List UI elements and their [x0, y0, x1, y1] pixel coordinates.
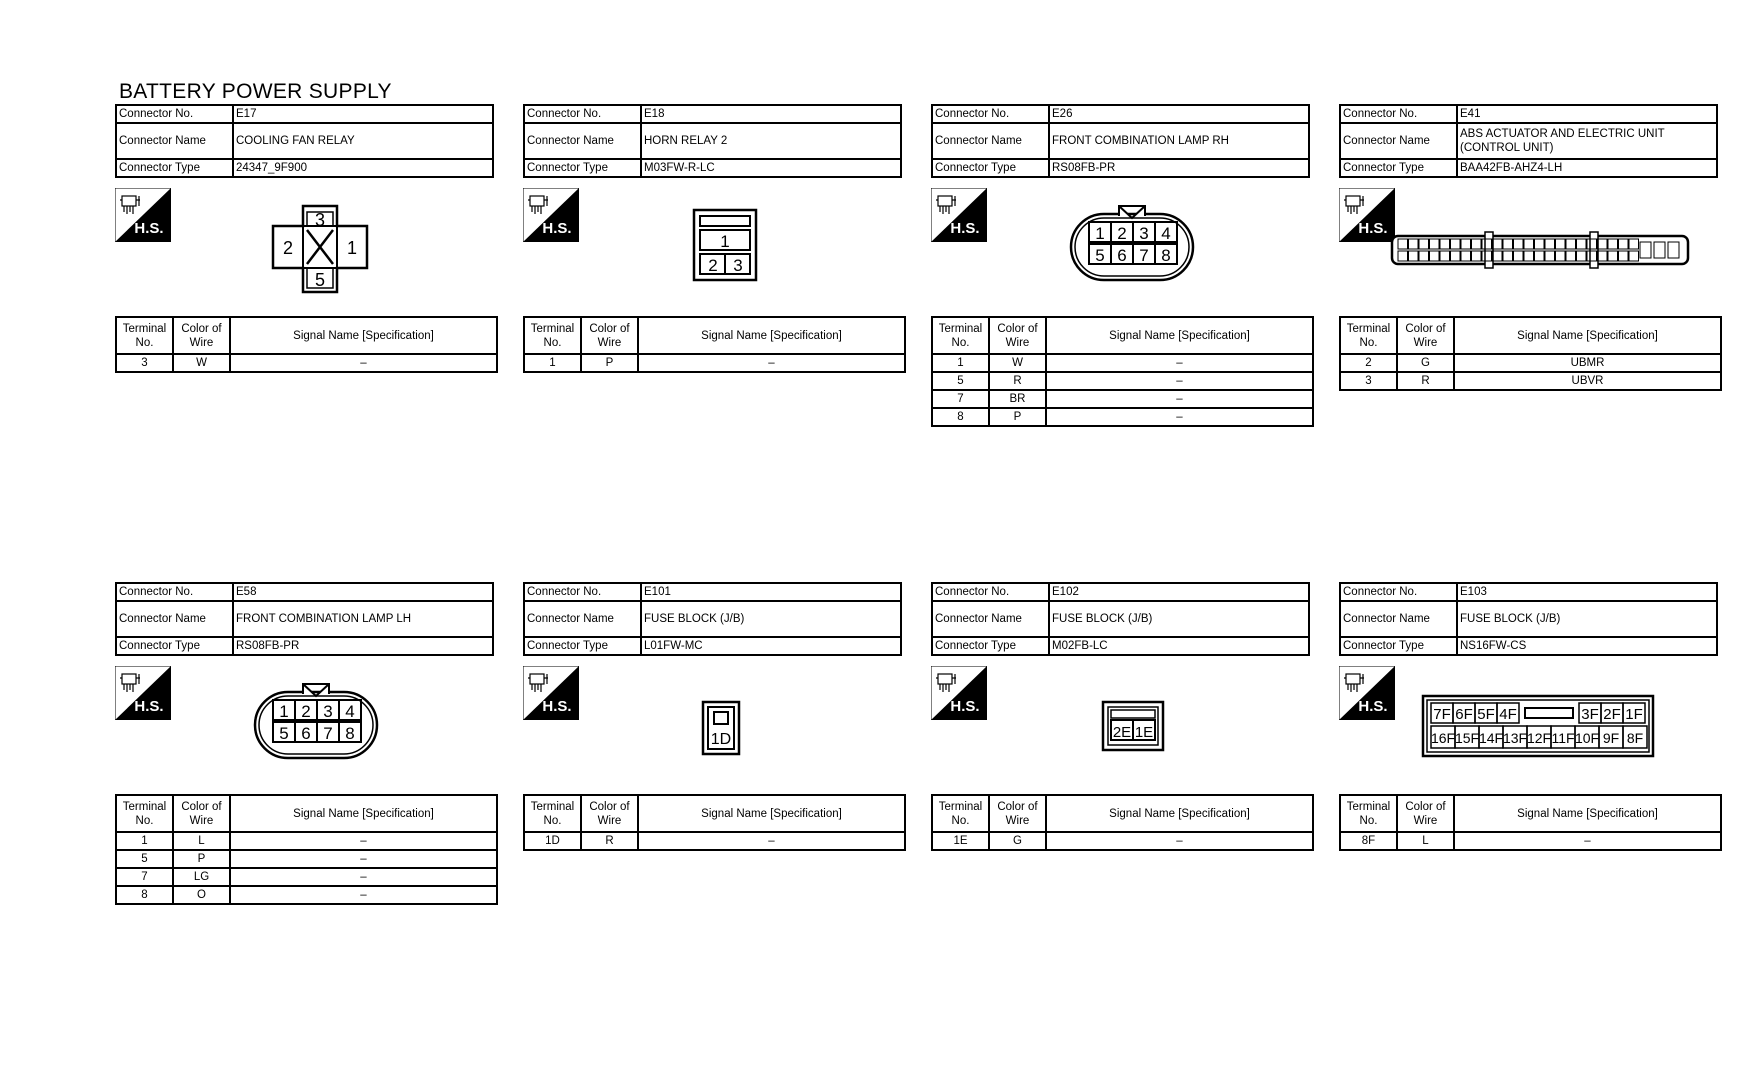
terminal-table [523, 794, 906, 851]
connector-type-value: L01FW-MC [644, 640, 703, 652]
terminal-no-cell: 7 [933, 391, 990, 407]
wire-color-header: Color of Wire [174, 318, 231, 353]
pin-number: 1 [346, 238, 358, 258]
table-row [933, 833, 1312, 849]
pin-number: 7 [1139, 246, 1149, 265]
pin-number: 1E [1134, 724, 1154, 741]
connector-type-label: Connector Type [525, 160, 642, 176]
signal-name-cell: – [768, 835, 775, 847]
pin-number: 5 [1095, 246, 1105, 265]
signal-name-header: Signal Name [Specification] [1517, 807, 1658, 820]
connector-diagram [931, 656, 1310, 798]
wire-color-header: Color of Wire [1398, 796, 1455, 831]
connector-no-label: Connector No. [525, 106, 642, 122]
terminal-no-header: Terminal No. [1341, 318, 1398, 353]
terminal-no-cell: 1E [933, 833, 990, 849]
terminal-no-cell: 5 [117, 851, 174, 867]
connector-no-value: E103 [1460, 586, 1487, 598]
connector-type-label: Connector Type [933, 160, 1050, 176]
connector-name-value: HORN RELAY 2 [644, 135, 728, 147]
connector-type-value: 24347_9F900 [236, 162, 307, 174]
signal-name-cell: – [1176, 835, 1183, 847]
wire-color-header: Color of Wire [582, 796, 639, 831]
pin-number: 3 [314, 210, 326, 230]
connector-no-label: Connector No. [1341, 584, 1458, 600]
connector-type-value: M02FB-LC [1052, 640, 1108, 652]
pin-number: 1 [720, 232, 730, 251]
connector-face [1069, 204, 1195, 282]
connector-type-label: Connector Type [117, 160, 234, 176]
connector-no-value: E41 [1460, 108, 1481, 120]
connector-name-value: FRONT COMBINATION LAMP LH [236, 613, 412, 625]
signal-name-cell: – [1176, 375, 1183, 387]
pin-number: 9F [1602, 730, 1620, 746]
terminal-table [931, 316, 1314, 427]
wire-color-cell: W [990, 355, 1047, 371]
wire-color-header: Color of Wire [990, 318, 1047, 353]
connector-no-label: Connector No. [117, 106, 234, 122]
connector-name-value: FUSE BLOCK (J/B) [644, 613, 745, 625]
connector-name-value: FUSE BLOCK (J/B) [1052, 613, 1153, 625]
table-row [933, 409, 1312, 425]
table-row [117, 833, 496, 851]
terminal-no-cell: 1 [117, 833, 174, 849]
pin-number: 2 [708, 256, 718, 275]
signal-name-cell: – [360, 835, 367, 847]
table-row [525, 355, 904, 371]
connector-name-label: Connector Name [933, 124, 1050, 158]
wire-color-cell: P [174, 851, 231, 867]
connector-type-value: RS08FB-PR [236, 640, 300, 652]
connector-face [270, 204, 370, 294]
connector-face [253, 682, 379, 760]
pin-number: 8 [1161, 246, 1171, 265]
signal-name-header: Signal Name [Specification] [293, 329, 434, 342]
connector-card-e26 [931, 104, 1310, 423]
connector-card-e18 [523, 104, 902, 369]
terminal-table [115, 316, 498, 373]
connector-no-label: Connector No. [1341, 106, 1458, 122]
pin-number: 6 [1117, 246, 1127, 265]
terminal-table [115, 794, 498, 905]
signal-name-header: Signal Name [Specification] [701, 329, 842, 342]
pin-number: 4 [345, 702, 355, 721]
pin-number: 15F [1454, 730, 1480, 746]
connector-info-table [1339, 582, 1718, 656]
connector-name-value: COOLING FAN RELAY [236, 135, 355, 147]
terminal-table [523, 316, 906, 373]
pin-number: 3 [323, 702, 333, 721]
connector-type-value: NS16FW-CS [1460, 640, 1527, 652]
harness-side-icon [931, 666, 987, 720]
connector-type-label: Connector Type [117, 638, 234, 654]
pin-number: 5 [314, 270, 326, 290]
pin-number: 5 [279, 724, 289, 743]
connector-info-table [931, 582, 1310, 656]
connector-info-table [115, 582, 494, 656]
connector-info-table [523, 582, 902, 656]
connector-card-e101 [523, 582, 902, 847]
terminal-table [1339, 794, 1722, 851]
pin-number: 4F [1499, 706, 1517, 723]
pin-number: 4 [1161, 224, 1171, 243]
wire-color-header: Color of Wire [1398, 318, 1455, 353]
connector-info-table [115, 104, 494, 178]
terminal-no-cell: 1 [525, 355, 582, 371]
hs-label: H.S. [950, 220, 980, 237]
pin-number: 13F [1502, 730, 1528, 746]
connector-name-value: FUSE BLOCK (J/B) [1460, 613, 1561, 625]
pin-number: 3 [1139, 224, 1149, 243]
wire-color-cell: BR [990, 391, 1047, 407]
signal-name-cell: – [1176, 357, 1183, 369]
connector-name-label: Connector Name [117, 124, 234, 158]
connector-no-value: E18 [644, 108, 665, 120]
signal-name-header: Signal Name [Specification] [1109, 329, 1250, 342]
pin-number: 1 [279, 702, 289, 721]
table-row [117, 887, 496, 903]
terminal-no-cell: 8 [117, 887, 174, 903]
hs-label: H.S. [950, 698, 980, 715]
connector-info-table [1339, 104, 1718, 178]
signal-name-header: Signal Name [Specification] [701, 807, 842, 820]
connector-no-value: E58 [236, 586, 257, 598]
connector-name-label: Connector Name [117, 602, 234, 636]
wire-color-cell: R [990, 373, 1047, 389]
harness-side-icon [931, 188, 987, 242]
connector-no-label: Connector No. [933, 584, 1050, 600]
wire-color-cell: R [1398, 373, 1455, 389]
connector-no-label: Connector No. [525, 584, 642, 600]
connector-name-label: Connector Name [1341, 124, 1458, 158]
table-row [933, 391, 1312, 409]
connector-diagram [931, 178, 1310, 320]
pin-number: 2F [1603, 706, 1621, 723]
connector-no-value: E17 [236, 108, 257, 120]
pin-number: 11F [1551, 730, 1575, 746]
terminal-no-cell: 1 [933, 355, 990, 371]
signal-name-header: Signal Name [Specification] [1109, 807, 1250, 820]
hs-label: H.S. [542, 220, 572, 237]
connector-no-label: Connector No. [933, 106, 1050, 122]
terminal-no-cell: 7 [117, 869, 174, 885]
connector-name-value: FRONT COMBINATION LAMP RH [1052, 135, 1229, 147]
connector-diagram [1339, 178, 1718, 320]
wire-color-cell: O [174, 887, 231, 903]
connector-info-table [523, 104, 902, 178]
connector-no-value: E26 [1052, 108, 1073, 120]
pin-number: 16F [1430, 730, 1456, 746]
connector-diagram [523, 178, 902, 320]
wire-color-cell: LG [174, 869, 231, 885]
harness-side-icon [523, 666, 579, 720]
terminal-no-cell: 5 [933, 373, 990, 389]
pin-number: 2 [282, 238, 294, 258]
terminal-no-cell: 8F [1341, 833, 1398, 849]
table-row [1341, 355, 1720, 373]
connector-info-table [931, 104, 1310, 178]
signal-name-cell: – [360, 853, 367, 865]
signal-name-cell: – [360, 357, 367, 369]
hs-label: H.S. [1358, 220, 1388, 237]
connector-face [701, 700, 741, 756]
hs-label: H.S. [134, 698, 164, 715]
wire-color-header: Color of Wire [174, 796, 231, 831]
page-title: BATTERY POWER SUPPLY [119, 80, 392, 103]
connector-face [1421, 694, 1655, 758]
harness-side-icon [1339, 188, 1395, 242]
connector-diagram [1339, 656, 1718, 798]
pin-number: 7 [323, 724, 333, 743]
pin-number: 6F [1455, 706, 1473, 723]
harness-side-icon [523, 188, 579, 242]
connector-no-value: E102 [1052, 586, 1079, 598]
terminal-no-header: Terminal No. [525, 796, 582, 831]
signal-name-cell: – [360, 889, 367, 901]
signal-name-cell: UBVR [1571, 375, 1604, 387]
pin-number: 2E [1112, 724, 1132, 741]
terminal-table [1339, 316, 1722, 391]
wire-color-cell: P [990, 409, 1047, 425]
wire-color-cell: R [582, 833, 639, 849]
connector-diagram [115, 178, 494, 320]
pin-number: 3 [733, 256, 743, 275]
harness-side-icon [115, 666, 171, 720]
signal-name-cell: UBMR [1570, 357, 1605, 369]
hs-label: H.S. [1358, 698, 1388, 715]
connector-type-label: Connector Type [1341, 638, 1458, 654]
terminal-no-cell: 2 [1341, 355, 1398, 371]
pin-number: 5F [1477, 706, 1495, 723]
harness-side-icon [115, 188, 171, 242]
table-row [933, 355, 1312, 373]
pin-number: 10F [1574, 730, 1600, 746]
pin-number: 6 [301, 724, 311, 743]
terminal-table [931, 794, 1314, 851]
wire-color-cell: L [1398, 833, 1455, 849]
signal-name-cell: – [1176, 411, 1183, 423]
connector-name-label: Connector Name [933, 602, 1050, 636]
table-row [117, 869, 496, 887]
pin-number: 2 [1117, 224, 1127, 243]
table-row [117, 355, 496, 371]
pin-number: 2 [301, 702, 311, 721]
terminal-no-cell: 1D [525, 833, 582, 849]
connector-no-value: E101 [644, 586, 671, 598]
terminal-no-cell: 3 [117, 355, 174, 371]
connector-diagram [115, 656, 494, 798]
connector-type-value: RS08FB-PR [1052, 162, 1116, 174]
signal-name-cell: – [1584, 835, 1591, 847]
connector-name-label: Connector Name [1341, 602, 1458, 636]
table-row [117, 851, 496, 869]
connector-card-e17 [115, 104, 494, 369]
connector-type-label: Connector Type [525, 638, 642, 654]
wire-color-cell: G [1398, 355, 1455, 371]
connector-type-value: BAA42FB-AHZ4-LH [1460, 162, 1563, 174]
hs-label: H.S. [542, 698, 572, 715]
wire-color-cell: L [174, 833, 231, 849]
table-row [1341, 373, 1720, 389]
pin-number: 14F [1478, 730, 1504, 746]
signal-name-cell: – [1176, 393, 1183, 405]
wire-color-header: Color of Wire [990, 796, 1047, 831]
table-row [525, 833, 904, 849]
wire-color-header: Color of Wire [582, 318, 639, 353]
pin-number: 1F [1625, 706, 1643, 723]
terminal-no-header: Terminal No. [1341, 796, 1398, 831]
table-row [933, 373, 1312, 391]
connector-card-e41 [1339, 104, 1718, 387]
connector-type-label: Connector Type [1341, 160, 1458, 176]
connector-name-label: Connector Name [525, 124, 642, 158]
pin-number: 1D [710, 731, 732, 748]
wire-color-cell: P [582, 355, 639, 371]
terminal-no-header: Terminal No. [117, 318, 174, 353]
connector-type-label: Connector Type [933, 638, 1050, 654]
connector-face [692, 208, 758, 282]
terminal-no-header: Terminal No. [933, 318, 990, 353]
terminal-no-header: Terminal No. [117, 796, 174, 831]
signal-name-cell: – [768, 357, 775, 369]
table-row [1341, 833, 1720, 849]
connector-face [1101, 700, 1165, 752]
connector-card-e102 [931, 582, 1310, 847]
connector-diagram [523, 656, 902, 798]
pin-number: 7F [1433, 706, 1451, 723]
terminal-no-header: Terminal No. [933, 796, 990, 831]
pin-number: 12F [1526, 730, 1552, 746]
pin-number: 8F [1626, 730, 1644, 746]
connector-card-e103 [1339, 582, 1718, 847]
signal-name-header: Signal Name [Specification] [293, 807, 434, 820]
pin-number: 1 [1095, 224, 1105, 243]
connector-name-label: Connector Name [525, 602, 642, 636]
wire-color-cell: G [990, 833, 1047, 849]
pin-number: 3F [1581, 706, 1599, 723]
signal-name-header: Signal Name [Specification] [1517, 329, 1658, 342]
connector-no-label: Connector No. [117, 584, 234, 600]
terminal-no-cell: 8 [933, 409, 990, 425]
harness-side-icon [1339, 666, 1395, 720]
pin-number: 8 [345, 724, 355, 743]
connector-type-value: M03FW-R-LC [644, 162, 715, 174]
hs-label: H.S. [134, 220, 164, 237]
connector-name-value: ABS ACTUATOR AND ELECTRIC UNIT (CONTROL UNIT) [1460, 128, 1665, 154]
terminal-no-cell: 3 [1341, 373, 1398, 389]
wire-color-cell: W [174, 355, 231, 371]
terminal-no-header: Terminal No. [525, 318, 582, 353]
signal-name-cell: – [360, 871, 367, 883]
connector-card-e58 [115, 582, 494, 901]
connector-face [1390, 230, 1690, 270]
